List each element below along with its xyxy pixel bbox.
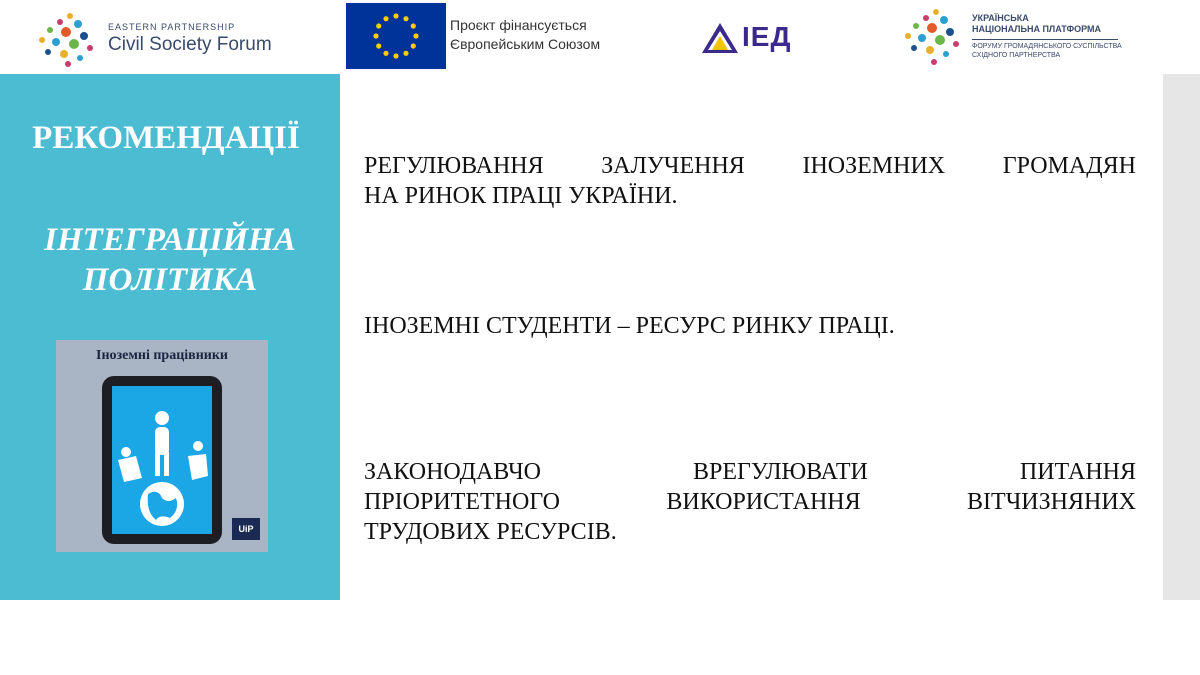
book-cover-image xyxy=(56,340,268,552)
right-side-bar xyxy=(1163,74,1200,600)
ied-logo-text: ІЕД xyxy=(742,21,792,52)
integration-policy-title xyxy=(10,220,330,300)
tablet-screen xyxy=(112,386,212,534)
eap-logo-big-text: Civil Society Forum xyxy=(108,34,272,55)
recommendations-title: РЕКОМЕНДАЦІЇ xyxy=(32,120,300,156)
recommendation-3-line2: ПРІОРИТЕТНОГО ВИКОРИСТАННЯ ВІТЧИЗНЯНИХ xyxy=(364,489,1136,515)
recommendation-3-line1: ЗАКОНОДАВЧО ВРЕГУЛЮВАТИ ПИТАННЯ xyxy=(364,459,1136,485)
integration-policy-line1: ІНТЕГРАЦІЙНА xyxy=(44,222,296,258)
recommendation-1-line2: НА РИНОК ПРАЦІ УКРАЇНИ. xyxy=(364,183,678,209)
recommendation-1 xyxy=(364,151,1136,211)
left-panel xyxy=(0,74,340,600)
eap-logo-small-text: EASTERN PARTNERSHIP xyxy=(108,22,236,32)
eap-csf-logo xyxy=(34,8,294,68)
dots-logo-icon xyxy=(34,8,104,68)
migration-illustration-icon xyxy=(112,386,212,534)
tablet-icon xyxy=(102,376,222,544)
unp-logo-line1: УКРАЇНСЬКА xyxy=(972,13,1029,23)
recommendation-1-line1: РЕГУЛЮВАННЯ ЗАЛУЧЕННЯ ІНОЗЕМНИХ ГРОМАДЯН xyxy=(364,153,1136,179)
eu-funding-line2: Європейським Союзом xyxy=(450,36,601,52)
unp-logo-line2: НАЦІОНАЛЬНА ПЛАТФОРМА xyxy=(972,24,1102,34)
recommendations-content xyxy=(364,0,1136,675)
uip-badge: UiP xyxy=(232,518,260,540)
unp-logo-line4: СХІДНОГО ПАРТНЕРСТВА xyxy=(972,52,1061,59)
recommendation-3 xyxy=(364,457,1136,547)
unp-logo-line3: ФОРУМУ ГРОМАДЯНСЬКОГО СУСПІЛЬСТВА xyxy=(972,43,1122,50)
book-cover-title: Іноземні працівники xyxy=(96,348,228,363)
recommendation-3-line3: ТРУДОВИХ РЕСУРСІВ. xyxy=(364,519,617,545)
recommendation-2: ІНОЗЕМНІ СТУДЕНТИ – РЕСУРС РИНКУ ПРАЦІ. xyxy=(364,313,895,339)
integration-policy-line2: ПОЛІТИКА xyxy=(82,262,258,298)
eu-funding-line1: Проєкт фінансується xyxy=(450,17,587,33)
